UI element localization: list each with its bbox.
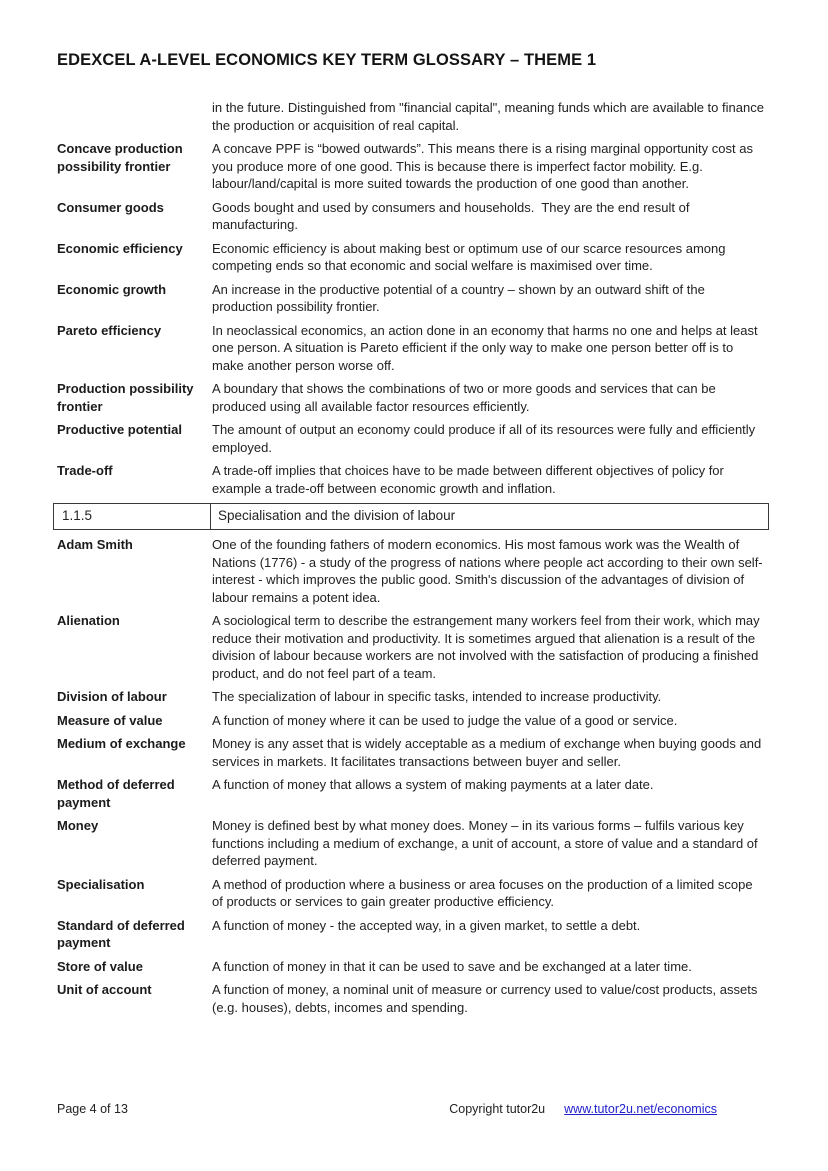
page-number: Page 4 of 13: [57, 1102, 128, 1116]
glossary-term: Adam Smith: [57, 537, 133, 552]
glossary-term: Economic efficiency: [57, 240, 183, 256]
copyright-text: Copyright tutor2u: [449, 1102, 546, 1116]
glossary-term: Specialisation: [57, 876, 145, 892]
glossary-row-continuation: [57, 99, 768, 134]
glossary-term: Productive potential: [57, 422, 182, 437]
glossary-term: Economic growth: [57, 281, 167, 297]
page-footer: [57, 1102, 717, 1116]
glossary-row: [57, 240, 765, 275]
glossary-definition: An increase in the productive potential of a country – shown by an outward shift of the production possibility frontier.: [212, 281, 709, 314]
glossary-term: Measure of value: [57, 712, 163, 728]
glossary-term: Store of value: [57, 958, 143, 974]
glossary-definition: Money is defined best by what money does. Money – in its various forms – fulfils various key functions including a medium of exchange, a unit of account, a store of value and a standard of deferred payment.: [212, 818, 762, 868]
glossary-row: [57, 688, 765, 706]
glossary-term: Division of labour: [57, 689, 167, 704]
glossary-row: [57, 958, 765, 976]
glossary-term-empty: [57, 99, 212, 134]
glossary-term: Concave production possibility frontier: [57, 141, 183, 174]
glossary-term: Money: [57, 818, 99, 833]
glossary-definition: The specialization of labour in specific tasks, intended to increase productivity.: [212, 689, 662, 704]
glossary-term: Medium of exchange: [57, 736, 186, 751]
glossary-row: [57, 421, 765, 456]
glossary-row: [57, 981, 765, 1016]
glossary-definition: A concave PPF is “bowed outwards”. This means there is a rising marginal opportunity cost as you produce more of one good. This is because there is imperfect factor mobility. E.g. labour/land/capital is more suited towards the production of one good than another.: [212, 141, 757, 191]
glossary-definition: Economic efficiency is about making best or optimum use of our scarce resources among competing ends so that economic and social welfare is maximised over time.: [212, 240, 730, 273]
glossary-row: [57, 140, 765, 193]
footer-link[interactable]: www.tutor2u.net/economics: [564, 1102, 717, 1116]
glossary-term: Production possibility frontier: [57, 381, 194, 414]
glossary-definition: A trade-off implies that choices have to be made between different objectives of policy for example a trade-off between economic growth and inflation.: [212, 463, 728, 496]
glossary-term: Alienation: [57, 613, 120, 628]
glossary-row: [57, 712, 765, 730]
glossary-term: Trade-off: [57, 463, 113, 478]
glossary-row: [57, 735, 765, 770]
glossary-term: Unit of account: [57, 982, 152, 997]
glossary-row: [57, 281, 765, 316]
glossary-row: [57, 917, 765, 952]
glossary-row: [57, 817, 765, 870]
page-title: EDEXCEL A-LEVEL ECONOMICS KEY TERM GLOSSARY – THEME 1: [57, 51, 597, 69]
glossary-row: [57, 199, 765, 234]
glossary-row: [57, 380, 765, 415]
section-header-row: [53, 503, 769, 530]
glossary-definition: A sociological term to describe the estrangement many workers feel from their work, which may reduce their motivation and productivity. It is sometimes argued that alienation is a result of the division of labour because workers are not involved with the satisfaction of producing a finished product, and do not feel part of a team.: [212, 613, 764, 681]
glossary-definition: Money is any asset that is widely acceptable as a medium of exchange when buying goods and services in markets. It facilitates transactions between buyer and seller.: [212, 736, 765, 769]
glossary-definition: A function of money where it can be used to judge the value of a good or service.: [212, 712, 678, 728]
glossary-row: [57, 776, 765, 811]
glossary-definition: A boundary that shows the combinations of two or more goods and services that can be produced using all available factor resources efficiently.: [212, 381, 720, 414]
glossary-definition: The amount of output an economy could produce if all of its resources were fully and efficiently employed.: [212, 422, 759, 455]
glossary-definition: A function of money - the accepted way, in a given market, to settle a debt.: [212, 917, 641, 933]
glossary-term: Consumer goods: [57, 199, 164, 215]
glossary-definition: Goods bought and used by consumers and households. They are the end result of manufacturing.: [212, 199, 694, 232]
glossary-row: [57, 322, 765, 375]
glossary-definition: A function of money that allows a system of making payments at a later date.: [212, 777, 654, 792]
glossary-term: Standard of deferred payment: [57, 917, 185, 950]
glossary-definition: One of the founding fathers of modern economics. His most famous work was the Wealth of Nations (1776) - a study of the progress of nations where people act according to their own self-interest - which improves the public good. Smith's discussion of the advantages of division of labour remains a potent idea.: [212, 537, 763, 605]
glossary-definition: A function of money in that it can be used to save and be exchanged at a later time.: [212, 958, 692, 974]
glossary-row: [57, 536, 765, 606]
section-title: Specialisation and the division of labour: [218, 508, 456, 523]
page-content: [57, 0, 768, 1022]
glossary-definition: In neoclassical economics, an action done in an economy that harms no one and helps at least one person. A situation is Pareto efficient if the only way to make one person better off is to make another person worse off.: [212, 322, 762, 373]
glossary-term: Pareto efficiency: [57, 322, 162, 338]
glossary-row: [57, 462, 765, 497]
glossary-definition: A function of money, a nominal unit of measure or currency used to value/cost products, assets (e.g. houses), debts, incomes and spending.: [212, 982, 761, 1015]
glossary-definition: in the future. Distinguished from "financial capital", meaning funds which are available to finance the production or acquisition of real capital.: [212, 100, 768, 133]
section-code: 1.1.5: [54, 504, 211, 529]
glossary-term: Method of deferred payment: [57, 777, 175, 810]
glossary-row: [57, 876, 765, 911]
glossary-definition: A method of production where a business or area focuses on the production of a limited scope of products or services to gain greater productive efficiency.: [212, 876, 757, 909]
footer-right-group: [449, 1102, 717, 1116]
glossary-row: [57, 612, 765, 682]
glossary-table: [57, 99, 768, 1016]
